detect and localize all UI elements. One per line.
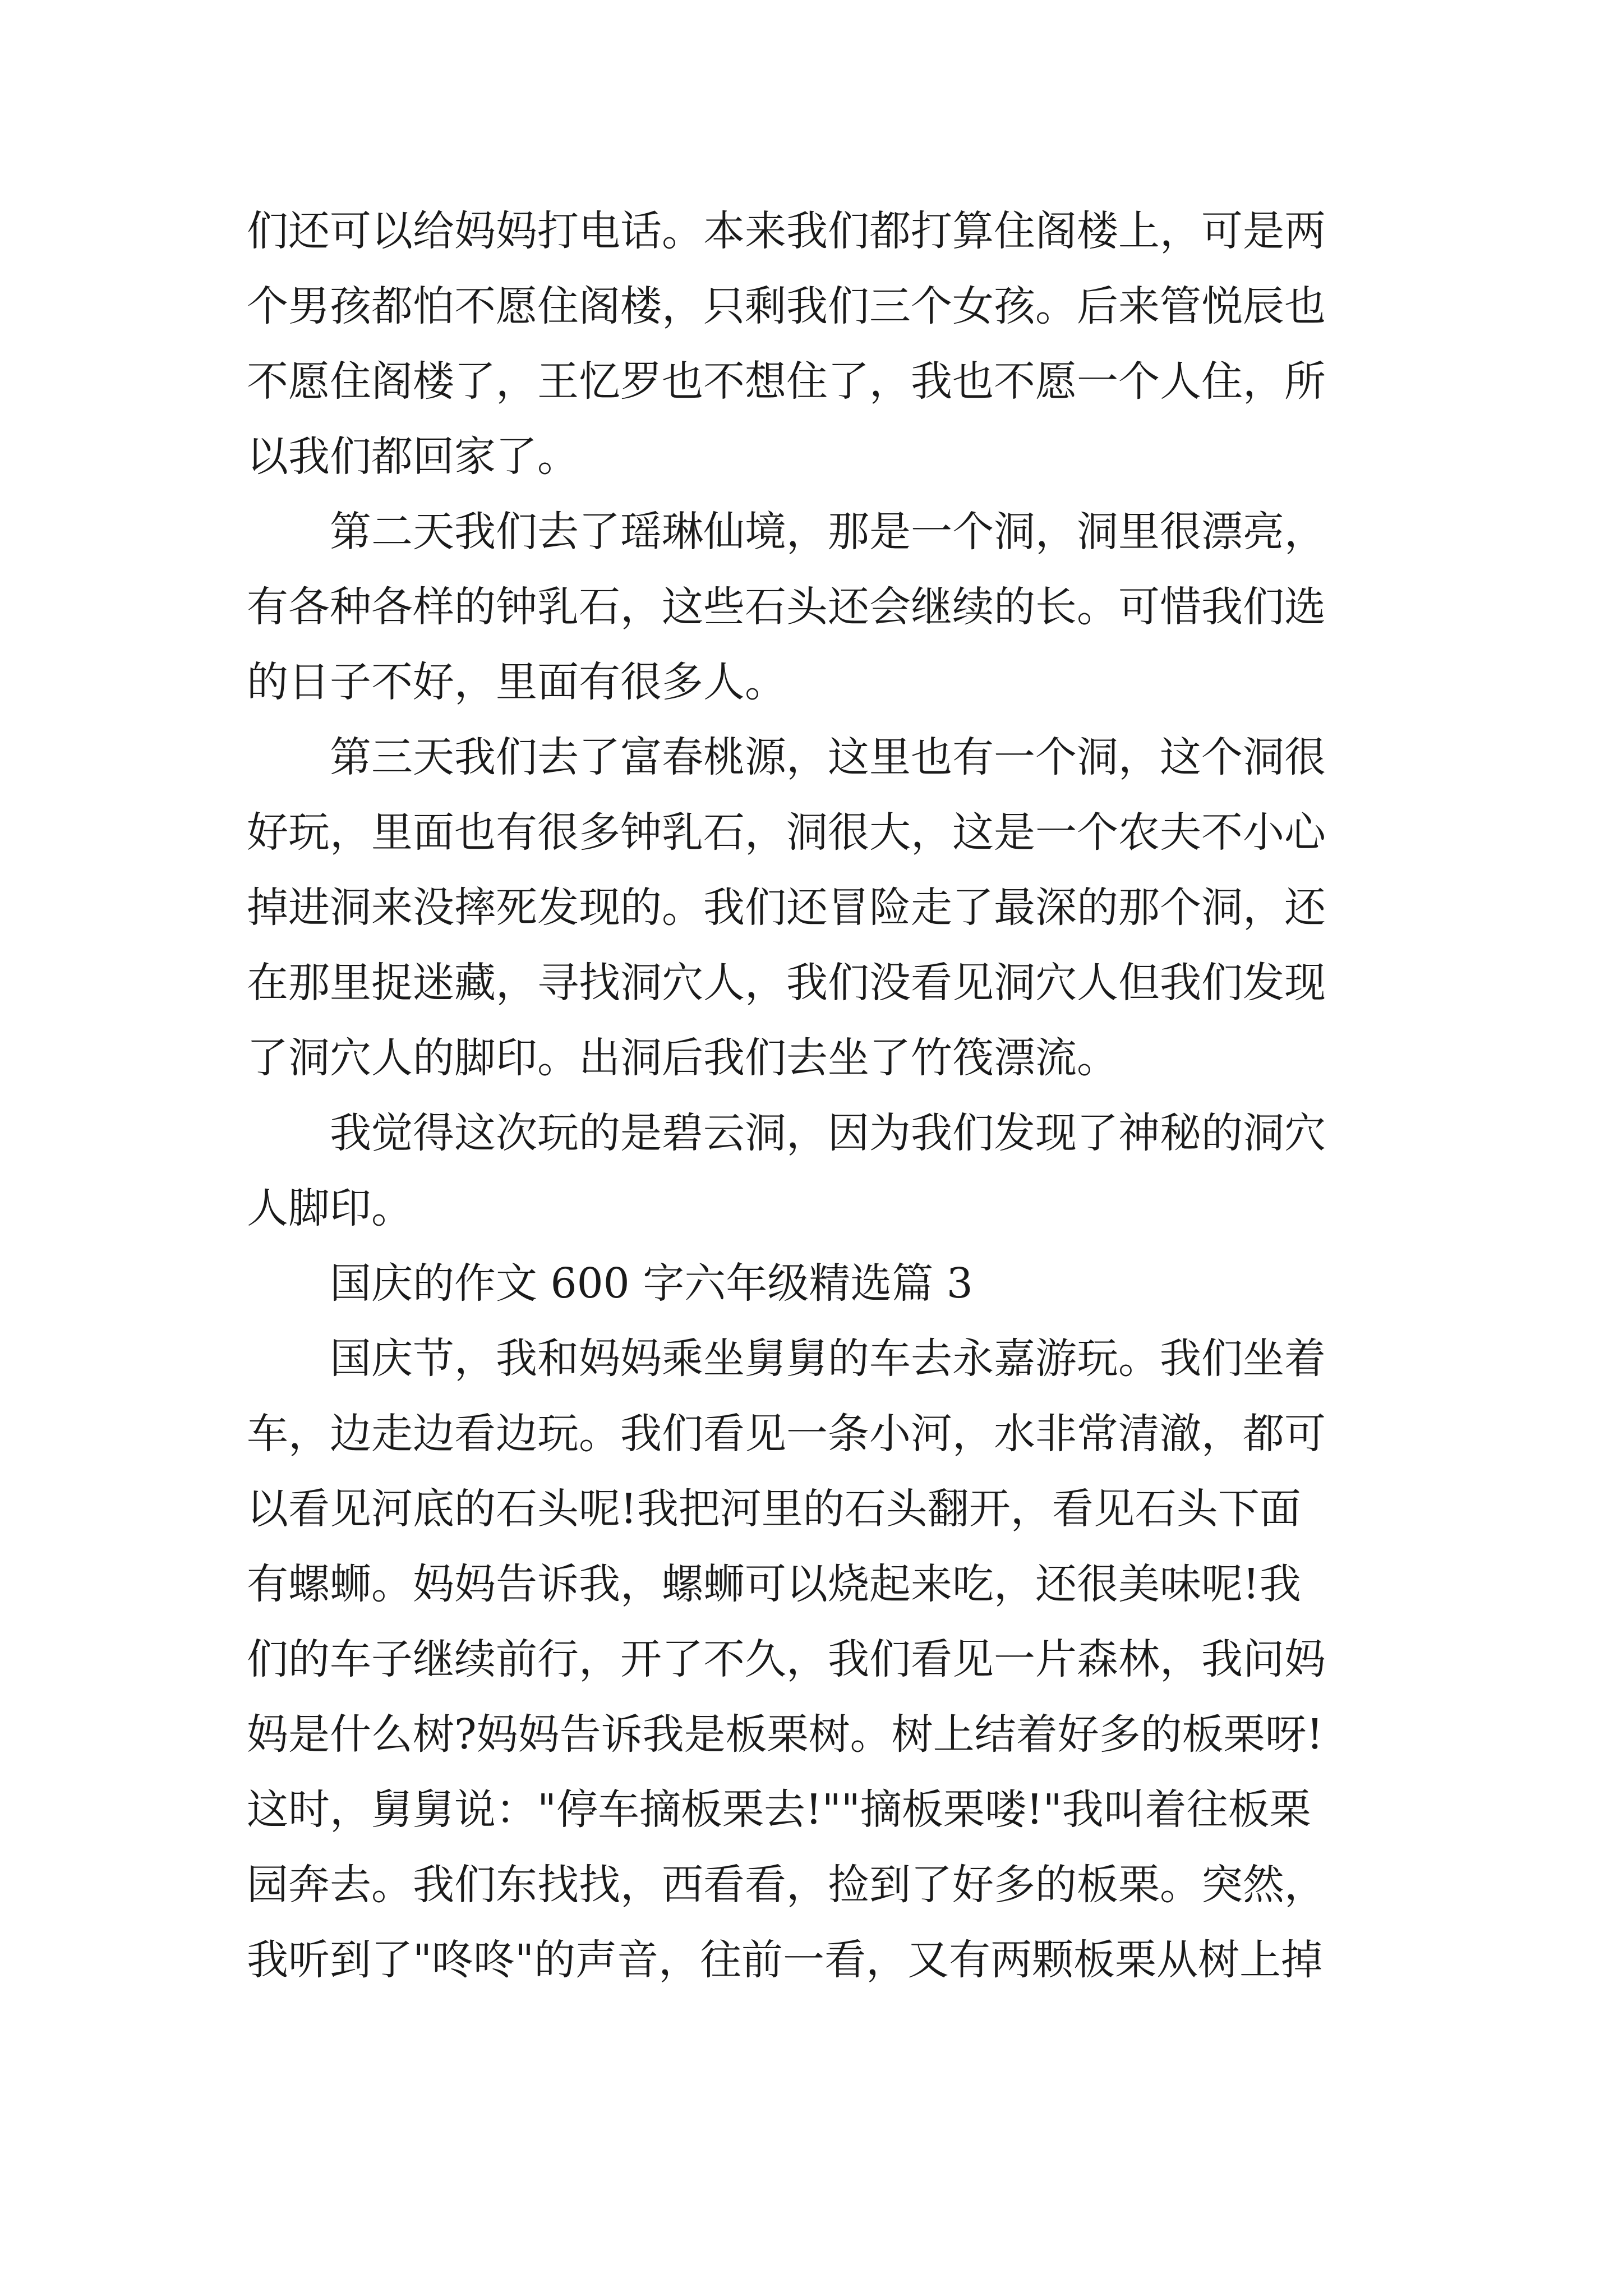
text-line: 第二天我们去了瑶琳仙境，那是一个洞，洞里很漂亮， — [247, 508, 1326, 556]
text-line: 以看见河底的石头呢!我把河里的石头翻开，看见石头下面 — [247, 1485, 1301, 1533]
text-line: 第三天我们去了富春桃源，这里也有一个洞，这个洞很 — [247, 733, 1326, 781]
text-line: 以我们都回家了。 — [247, 432, 579, 481]
text-line: 了洞穴人的脚印。出洞后我们去坐了竹筏漂流。 — [247, 1034, 1118, 1082]
section-heading: 国庆的作文 600 字六年级精选篇 3 — [247, 1259, 973, 1308]
text-line: 园奔去。我们东找找，西看看，捡到了好多的板栗。突然， — [247, 1861, 1326, 1909]
text-line: 在那里捉迷藏，寻找洞穴人，我们没看见洞穴人但我们发现 — [247, 959, 1326, 1007]
text-line: 的日子不好，里面有很多人。 — [247, 658, 786, 706]
text-line: 们的车子继续前行，开了不久，我们看见一片森林，我问妈 — [247, 1635, 1326, 1683]
text-line: 不愿住阁楼了，王忆罗也不想住了，我也不愿一个人住，所 — [247, 357, 1326, 406]
text-line: 掉进洞来没摔死发现的。我们还冒险走了最深的那个洞，还 — [247, 884, 1326, 932]
text-line: 我觉得这次玩的是碧云洞，因为我们发现了神秘的洞穴 — [247, 1109, 1326, 1157]
text-line: 人脚印。 — [247, 1184, 413, 1232]
text-line: 好玩，里面也有很多钟乳石，洞很大，这是一个农夫不小心 — [247, 808, 1326, 857]
text-line: 妈是什么树?妈妈告诉我是板栗树。树上结着好多的板栗呀! — [247, 1710, 1324, 1759]
text-line: 们还可以给妈妈打电话。本来我们都打算住阁楼上，可是两 — [247, 207, 1326, 255]
text-line: 有各种各样的钟乳石，这些石头还会继续的长。可惜我们选 — [247, 583, 1326, 631]
text-line: 有螺蛳。妈妈告诉我，螺蛳可以烧起来吃，还很美味呢!我 — [247, 1560, 1301, 1608]
text-line: 我听到了"咚咚"的声音，往前一看，又有两颗板栗从树上掉 — [247, 1936, 1323, 1984]
text-line: 个男孩都怕不愿住阁楼，只剩我们三个女孩。后来管悦辰也 — [247, 282, 1326, 330]
document-body — [247, 194, 1391, 1998]
text-line: 国庆节，我和妈妈乘坐舅舅的车去永嘉游玩。我们坐着 — [247, 1335, 1326, 1383]
text-line: 这时，舅舅说："停车摘板栗去!""摘板栗喽!"我叫着往板栗 — [247, 1786, 1311, 1834]
text-line: 车，边走边看边玩。我们看见一条小河，水非常清澈，都可 — [247, 1410, 1326, 1458]
